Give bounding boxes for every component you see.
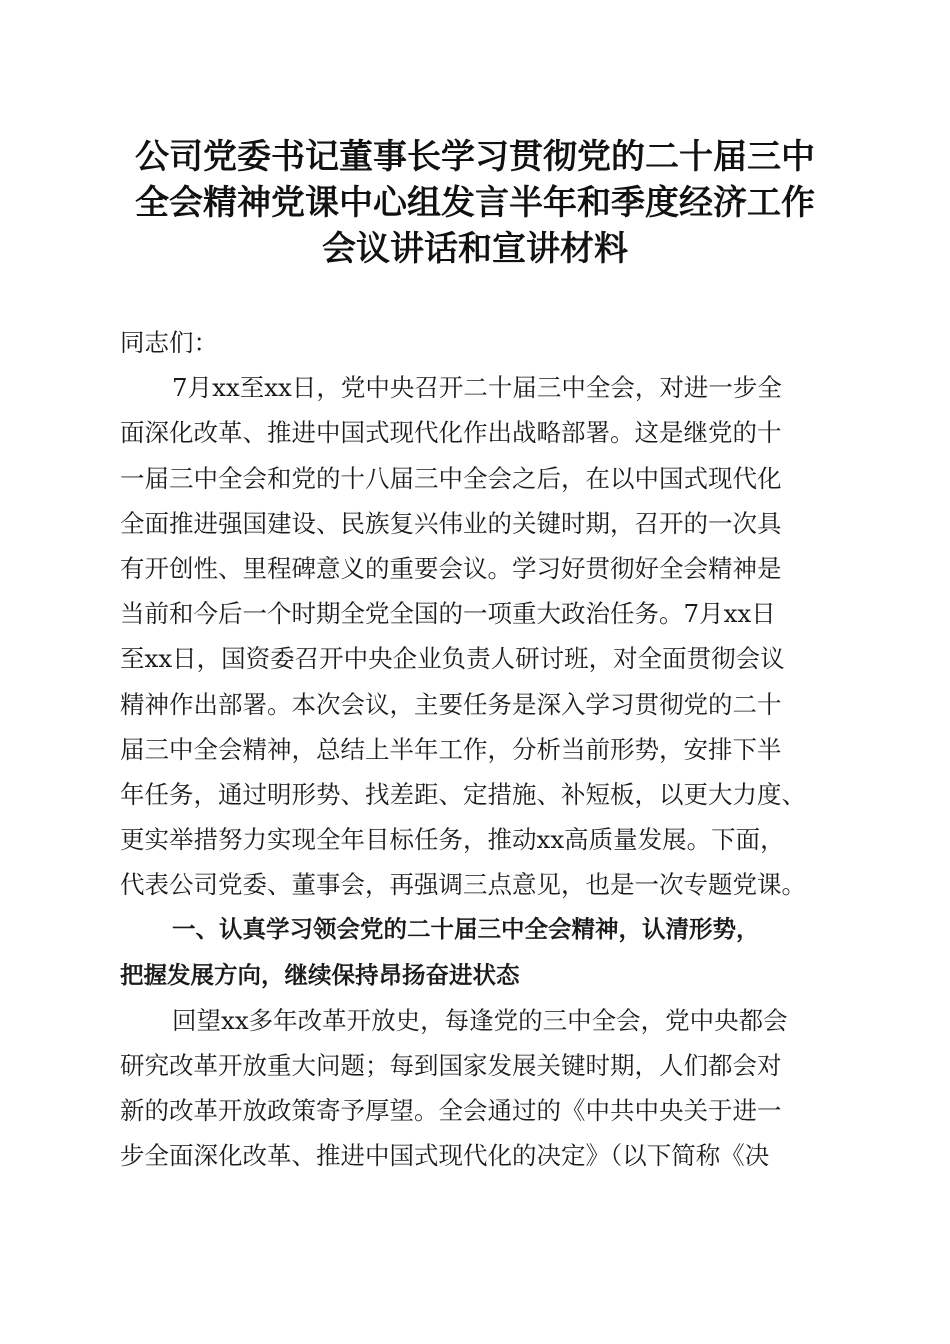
paragraph-line: 一届三中全会和党的十八届三中全会之后，在以中国式现代化 bbox=[120, 463, 782, 493]
paragraph-line: 更实举措努力实现全年目标任务，推动xx高质量发展。下面， bbox=[120, 825, 785, 855]
title-line-1: 公司党委书记董事长学习贯彻党的二十届三中 bbox=[135, 137, 815, 177]
paragraph-line: 研究改革开放重大问题；每到国家发展关键时期，人们都会对 bbox=[120, 1051, 782, 1080]
paragraph-line: 7月xx至xx日，党中央召开二十届三中全会，对进一步全 bbox=[172, 373, 782, 403]
paragraph-line: 有开创性、里程碑意义的重要会议。学习好贯彻好全会精神是 bbox=[120, 553, 782, 583]
paragraph-line: 至xx日，国资委召开中央企业负责人研讨班，对全面贯彻会议 bbox=[120, 644, 785, 674]
paragraph-line: 代表公司党委、董事会，再强调三点意见，也是一次专题党课。 bbox=[120, 870, 806, 900]
document-body bbox=[120, 320, 835, 1179]
title-line-3: 会议讲话和宣讲材料 bbox=[322, 229, 628, 269]
document-title bbox=[100, 134, 850, 272]
paragraph-line: 面深化改革、推进中国式现代化作出战略部署。这是继党的十 bbox=[120, 418, 782, 448]
salutation: 同志们： bbox=[120, 328, 218, 357]
paragraph-line: 回望xx多年改革开放史，每逢党的三中全会，党中央都会 bbox=[172, 1005, 788, 1035]
paragraph-line: 年任务，通过明形势、找差距、定措施、补短板，以更大力度、 bbox=[120, 779, 806, 809]
section-heading: 把握发展方向，继续保持昂扬奋进状态 bbox=[120, 960, 520, 989]
paragraph-line: 新的改革开放政策寄予厚望。全会通过的《中共中央关于进一 bbox=[120, 1096, 782, 1126]
title-line-2: 全会精神党课中心组发言半年和季度经济工作 bbox=[135, 183, 815, 223]
paragraph-line: 当前和今后一个时期全党全国的一项重大政治任务。7月xx日 bbox=[120, 599, 776, 629]
section-heading: 一、认真学习领会党的二十届三中全会精神，认清形势， bbox=[172, 915, 760, 944]
paragraph-line: 届三中全会精神，总结上半年工作，分析当前形势，安排下半 bbox=[120, 734, 782, 764]
paragraph-line: 全面推进强国建设、民族复兴伟业的关键时期，召开的一次具 bbox=[120, 508, 782, 538]
paragraph-line: 步全面深化改革、推进中国式现代化的决定》（以下简称《决 bbox=[120, 1141, 770, 1171]
paragraph-line: 精神作出部署。本次会议，主要任务是深入学习贯彻党的二十 bbox=[120, 689, 782, 719]
